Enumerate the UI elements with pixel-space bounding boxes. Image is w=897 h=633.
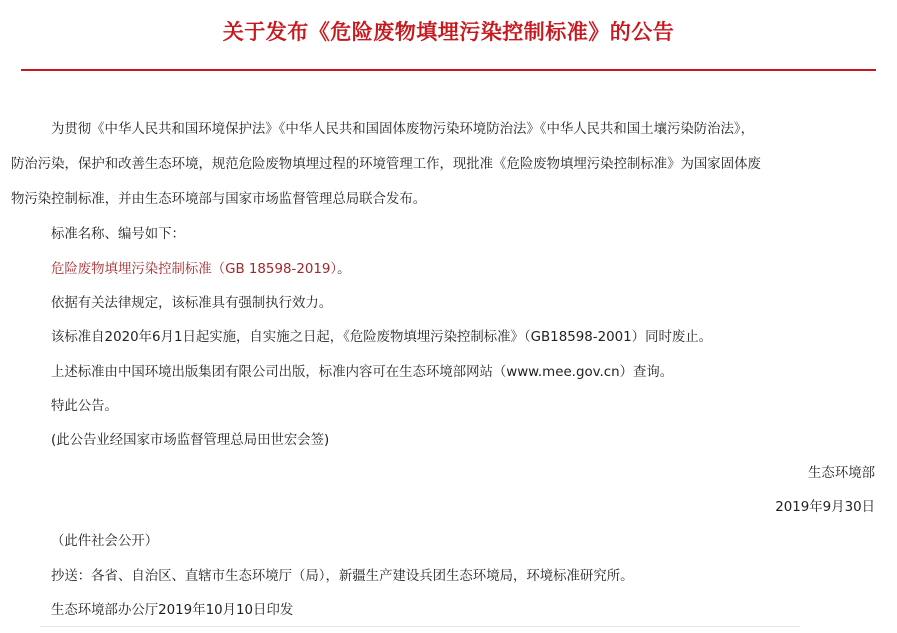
page-title: 关于发布《危险废物填埋污染控制标准》的公告 (222, 20, 675, 44)
publisher-note: 上述标准由中国环境出版集团有限公司出版，标准内容可在生态环境部网站（www.mee.gov.cn）查询。 (51, 365, 674, 380)
print-info: 生态环境部办公厅2019年10月10日印发 (51, 603, 294, 618)
countersign-note: (此公告业经国家市场监督管理总局田世宏会签) (51, 433, 330, 448)
intro-line-2: 防治污染，保护和改善生态环境，规范危险废物填埋过程的环境管理工作，现批准《危险废物填埋污染控制标准》为国家固体废 (11, 157, 761, 172)
cc-list: 抄送：各省、自治区、直辖市生态环境厅（局），新疆生产建设兵团生态环境局，环境标准研究所。 (51, 569, 634, 584)
effective-date: 该标准自2020年6月1日起实施，自实施之日起，《危险废物填埋污染控制标准》（GB18598-2001）同时废止。 (51, 330, 713, 345)
legal-effect: 依据有关法律规定，该标准具有强制执行效力。 (51, 296, 333, 311)
issue-date: 2019年9月30日 (775, 500, 875, 515)
intro-paragraph (11, 112, 881, 217)
standard-link-suffix: 。 (337, 262, 351, 277)
intro-line-1: 为贯彻《中华人民共和国环境保护法》《中华人民共和国固体废物污染环境防治法》《中华人民共和国土壤污染防治法》， (51, 122, 754, 137)
issuer-signature: 生态环境部 (808, 466, 875, 481)
bottom-divider (40, 626, 800, 627)
closing-statement: 特此公告。 (51, 399, 118, 414)
standard-entry (51, 252, 881, 287)
publicity-note: （此件社会公开） (51, 534, 159, 549)
standard-intro: 标准名称、编号如下： (51, 227, 185, 242)
title-divider (21, 69, 876, 71)
intro-line-3: 物污染控制标准，并由生态环境部与国家市场监督管理总局联合发布。 (11, 192, 427, 207)
standard-link[interactable]: 危险废物填埋污染控制标准（GB 18598-2019） (51, 262, 338, 277)
